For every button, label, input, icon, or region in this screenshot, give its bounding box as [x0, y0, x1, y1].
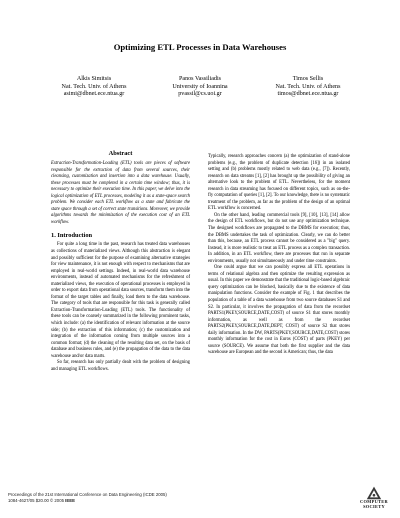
proceedings-footer	[8, 492, 167, 503]
right-column	[208, 154, 350, 357]
paper-title: Optimizing ETL Processes in Data Warehouses	[113, 42, 287, 52]
logo-line-society: SOCIETY	[363, 503, 385, 509]
author-block-simitsis	[40, 76, 148, 99]
author-name: Panos Vassiliadis	[178, 76, 222, 82]
footer-copyright-prefix: 1084-4627/05 $20.00 © 2005	[8, 497, 66, 503]
body-paragraph: On the other hand, leading commercial tools [9], [10], [13], [14] allow the design of ETL workflows, but do not use any optimization technique. The designed workflows are propagated to the DBMS for execution; thus, the DBMS undertakes the task of optimization. Clearly, we can do better than this, because, an ETL process cannot be considered as a "big" query. Instead, it is more realistic to treat an ETL process as a complex transaction. In addition, in an ETL workflow, there are processes that run in separate environments, usually not simultaneously and under time constraints.	[208, 212, 350, 264]
logo-line-computer: COMPUTER	[359, 499, 388, 504]
body-paragraph: Typically, research approaches concern (a) the optimization of stand-alone problems (e.g., the problem of duplicate detection [16]) in an isolated setting and (b) problems mostly related to web data (e.g., [7]). Recently, research on data streams [1], [2] has brought up the possibility of giving an alternative look to the problem of ETL. Nevertheless, for the moment research in data streaming has focused on different topics, such as on-the-fly computation of queries [1], [2]. To our knowledge, there is no systematic treatment of the problem, as far as the problem of the design of an optimal ETL workflow is concerned.	[208, 154, 350, 212]
footer-ieee: IEEE	[65, 497, 75, 503]
logo-wordmark	[354, 500, 394, 510]
author-email: timos@dbnet.ece.ntua.gr	[277, 91, 339, 98]
introduction-heading: 1. Introduction	[51, 232, 93, 240]
author-name: Alkis Simitsis	[76, 76, 112, 82]
author-block-vassiliadis	[144, 76, 256, 99]
computer-society-emblem-icon	[366, 486, 382, 500]
left-column	[51, 150, 190, 373]
author-email: pvassil@cs.uoi.gr	[178, 91, 222, 98]
author-email: asimi@dbnet.ece.ntua.gr	[63, 91, 125, 98]
computer-society-logo	[354, 486, 394, 512]
intro-paragraph: For quite a long time in the past, research has treated data warehouses as collections of materialized views. Although this abstraction is elegant and possibly sufficient for the purpose of examining alternative strategies for view maintenance, it is not enough with respect to mechanisms that are employed in real-world settings. Indeed, in real-world data warehouse environments, instead of automated mechanisms for the refreshment of materialized views, the execution of operational processes is employed in order to export data from operational data sources, transform them into the format of the target tables and finally, load them to the data warehouse. The category of tools that are responsible for this task is generally called Extraction-Transformation-Loading (ETL) tools. The functionality of these tools can be coarsely summarized in the following prominent tasks, which include: (a) the identification of relevant information at the source side; (b) the extraction of this information; (c) the customization and integration of the information coming from multiple sources into a common format; (d) the cleaning of the resulting data set, on the basis of database and business rules, and (e) the propagation of the data to the data warehouse and/or data marts.	[51, 242, 190, 359]
author-block-sellis	[254, 76, 362, 99]
abstract-text: Extraction-Transformation-Loading (ETL) tools are pieces of software responsible for the extraction of data from several sources, their cleansing, customization and insertion into a data warehouse. Usually, these processes must be completed in a certain time window; thus, it is necessary to optimize their execution time. In this paper, we delve into the logical optimization of ETL processes, modeling it as a state-space search problem. We consider each ETL workflow as a state and fabricate the state space through a set of correct state transitions. Moreover, we provide algorithms towards the minimization of the execution cost of an ETL workflow.	[51, 161, 190, 225]
body-paragraph: One could argue that we can possibly express all ETL operations in terms of relational algebra and then optimize the resulting expression as usual. In this paper we demonstrate that the traditional logic-based algebraic query optimization can be blocked, basically due to the existence of data manipulation functions. Consider the example of Fig. 1 that describes the population of a table of a data warehouse from two source databases S1 and S2. In particular, it involves the propagation of data from the recordset PARTS1(PKEY,SOURCE,DATE,COST) of source S1 that stores monthly information, as well as from the recordset PARTS2(PKEY,SOURCE,DATE,DEPT, COST) of source S2 that stores daily information. In the DW, PARTS(PKEY,SOURCE,DATE,COST) stores monthly information for the cost in Euros (COST) of parts (PKEY) per source (SOURCE). We assume that both the first supplier and the data warehouse are European and the second is American; thus, the data	[208, 265, 350, 356]
footer-proceedings-line: Proceedings of the 21st International Conference on Data Engineering (ICDE 2005)	[8, 492, 167, 497]
author-name: Timos Sellis	[292, 76, 324, 82]
footer-copyright-line	[8, 498, 167, 504]
abstract-heading: Abstract	[108, 150, 133, 157]
intro-paragraph: So far, research has only partially dealt with the problem of designing and managing ETL workflows.	[51, 360, 190, 372]
author-affiliation: Nat. Tech. Univ. of Athens	[275, 83, 341, 90]
author-affiliation: Nat. Tech. Univ. of Athens	[61, 83, 127, 90]
author-affiliation: University of Ioannina	[172, 83, 228, 90]
